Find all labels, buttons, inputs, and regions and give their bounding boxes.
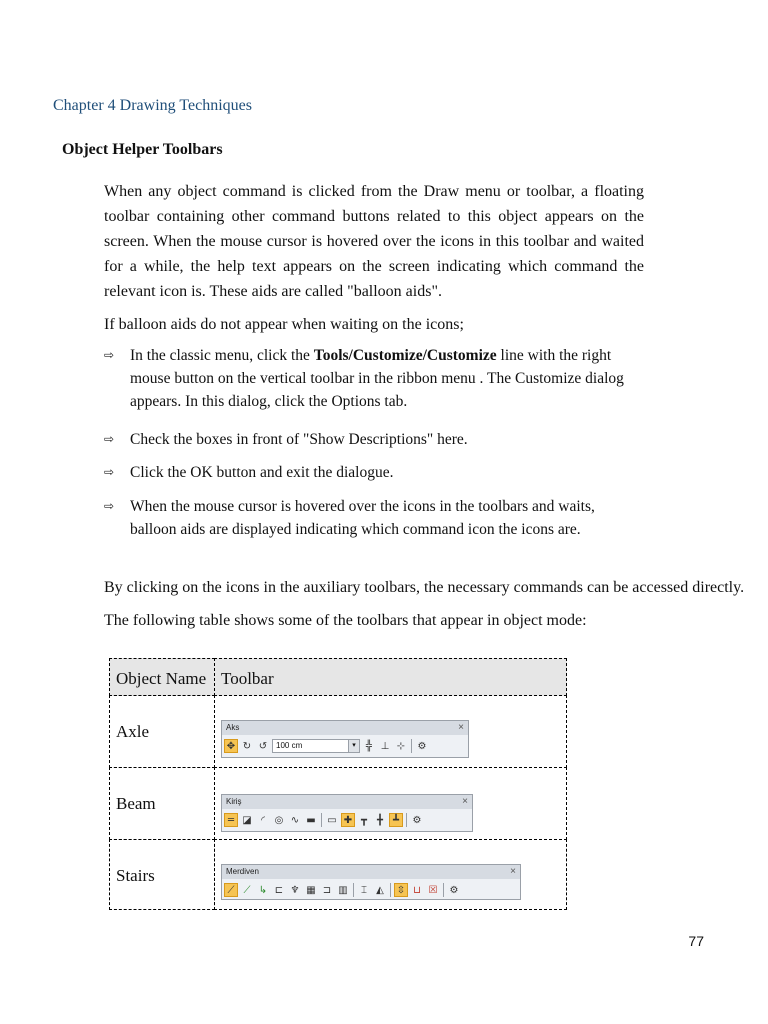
chevron-down-icon[interactable]: ▾ — [348, 740, 359, 752]
table-cell-toolbar — [214, 695, 567, 768]
stair-grid-icon[interactable]: ▥ — [338, 884, 348, 896]
rotate-ccw-icon[interactable]: ↺ — [258, 740, 268, 752]
spacing-combo[interactable] — [272, 739, 360, 753]
spacing-value: 100 cm — [276, 741, 303, 750]
separator — [411, 739, 412, 753]
separator — [390, 883, 391, 897]
axis-draw-icon[interactable]: ✥ — [224, 739, 238, 753]
table-row — [109, 839, 215, 910]
section-title: Object Helper Toolbars — [62, 141, 223, 158]
stair-numbering-icon[interactable]: ▦ — [306, 884, 316, 896]
stair-railing-icon[interactable]: ⌶ — [361, 884, 367, 896]
separator — [443, 883, 444, 897]
stair-step-icon[interactable]: ⊏ — [274, 884, 284, 896]
beam-dim-icon[interactable]: ▭ — [327, 814, 337, 826]
settings-icon[interactable]: ⚙ — [412, 814, 422, 826]
bullet-arrow-icon: ⇨ — [104, 432, 115, 446]
bullet-arrow-icon: ⇨ — [104, 499, 115, 513]
object-name: Stairs — [116, 866, 155, 885]
beam-section-icon[interactable]: ◪ — [242, 814, 252, 826]
beam-arc-icon[interactable]: ◜ — [261, 814, 265, 826]
axis-add-icon[interactable]: ⊹ — [396, 740, 406, 752]
bullet-bold-text: Tools/Customize/Customize — [313, 347, 497, 364]
axis-angle-icon[interactable]: ⊥ — [380, 740, 390, 752]
intro-paragraph: When any object command is clicked from the Draw menu or toolbar, a floating toolbar containing other command buttons related to this object appears on the screen. When the mouse cursor is hovered over the icons in this toolbar and waited for a while, the help text appears on the screen indicating which command the relevant icon is. These aids are called "balloon aids". — [104, 183, 644, 300]
page-number: 77 — [688, 933, 704, 949]
stairs-toolbar — [221, 864, 521, 900]
toolbar-title: Aks — [222, 721, 468, 735]
beam-curve-icon[interactable]: ∿ — [290, 814, 300, 826]
table-header-cell — [214, 658, 567, 696]
close-icon[interactable]: × — [510, 866, 516, 877]
stair-delete-icon[interactable]: ☒ — [428, 884, 438, 896]
toolbar-table — [109, 658, 567, 910]
chapter-title: Chapter 4 Drawing Techniques — [53, 97, 252, 114]
stair-spiral-icon[interactable]: ♆ — [290, 884, 300, 896]
table-row — [109, 767, 215, 840]
bullet-text: Click the OK button and exit the dialogue. — [130, 464, 394, 481]
object-name: Beam — [116, 794, 156, 813]
beam-cross-icon[interactable]: ✚ — [341, 813, 355, 827]
beam-disabled-icon[interactable]: ▬ — [306, 814, 316, 826]
bullet-arrow-icon: ⇨ — [104, 465, 115, 479]
table-intro-paragraph: The following table shows some of the toolbars that appear in object mode: — [104, 612, 587, 629]
beam-bottom-icon[interactable]: ┻ — [389, 813, 403, 827]
separator — [406, 813, 407, 827]
object-name: Axle — [116, 722, 150, 741]
beam-top-icon[interactable]: ┳ — [360, 814, 368, 826]
toolbar-title: Kiriş — [222, 795, 472, 809]
bullet-text: line with the right mouse button on the vertical toolbar in the ribbon menu . The Customize dialog appears. In this dialog, click the Options tab. — [130, 347, 624, 410]
table-cell-toolbar — [214, 767, 567, 840]
settings-icon[interactable]: ⚙ — [417, 740, 427, 752]
stair-mirror-icon[interactable]: ◭ — [376, 884, 384, 896]
table-row — [109, 695, 215, 768]
axis-snap-icon[interactable]: ╬ — [365, 740, 373, 752]
bullet-text: When the mouse cursor is hovered over the icons in the toolbars and waits, balloon aids are displayed indicating which command icon the icons are. — [130, 498, 595, 538]
separator — [353, 883, 354, 897]
close-icon[interactable]: × — [462, 796, 468, 807]
close-icon[interactable]: × — [458, 722, 464, 733]
settings-icon[interactable]: ⚙ — [449, 884, 459, 896]
rotate-cw-icon[interactable]: ↻ — [242, 740, 252, 752]
header-toolbar: Toolbar — [221, 669, 274, 688]
balloon-aids-paragraph: If balloon aids do not appear when waiting on the icons; — [104, 316, 464, 333]
toolbar-title: Merdiven — [222, 865, 520, 879]
beam-circle-icon[interactable]: ◎ — [274, 814, 284, 826]
auxiliary-toolbars-paragraph: By clicking on the icons in the auxiliary toolbars, the necessary commands can be accessed directly. — [104, 579, 745, 596]
header-object-name: Object Name — [116, 669, 207, 688]
beam-draw-icon[interactable]: ═ — [224, 813, 238, 827]
beam-middle-icon[interactable]: ╋ — [376, 814, 384, 826]
bullet-text: In the classic menu, click the — [130, 347, 314, 364]
axle-toolbar — [221, 720, 469, 758]
table-cell-toolbar — [214, 839, 567, 910]
stair-green-icon[interactable]: ⟋ — [243, 884, 251, 896]
bullet-arrow-icon: ⇨ — [104, 348, 115, 362]
stair-straight-icon[interactable]: ⟋ — [224, 883, 238, 897]
stair-frame-icon[interactable]: ⊔ — [413, 884, 421, 896]
table-header-cell — [109, 658, 215, 696]
separator — [321, 813, 322, 827]
beam-toolbar — [221, 794, 473, 832]
bullet-text: Check the boxes in front of "Show Descriptions" here. — [130, 431, 468, 448]
stair-insert-icon[interactable]: ⇳ — [394, 883, 408, 897]
stair-flight-icon[interactable]: ⊐ — [322, 884, 332, 896]
stair-landing-icon[interactable]: ↳ — [258, 884, 268, 896]
